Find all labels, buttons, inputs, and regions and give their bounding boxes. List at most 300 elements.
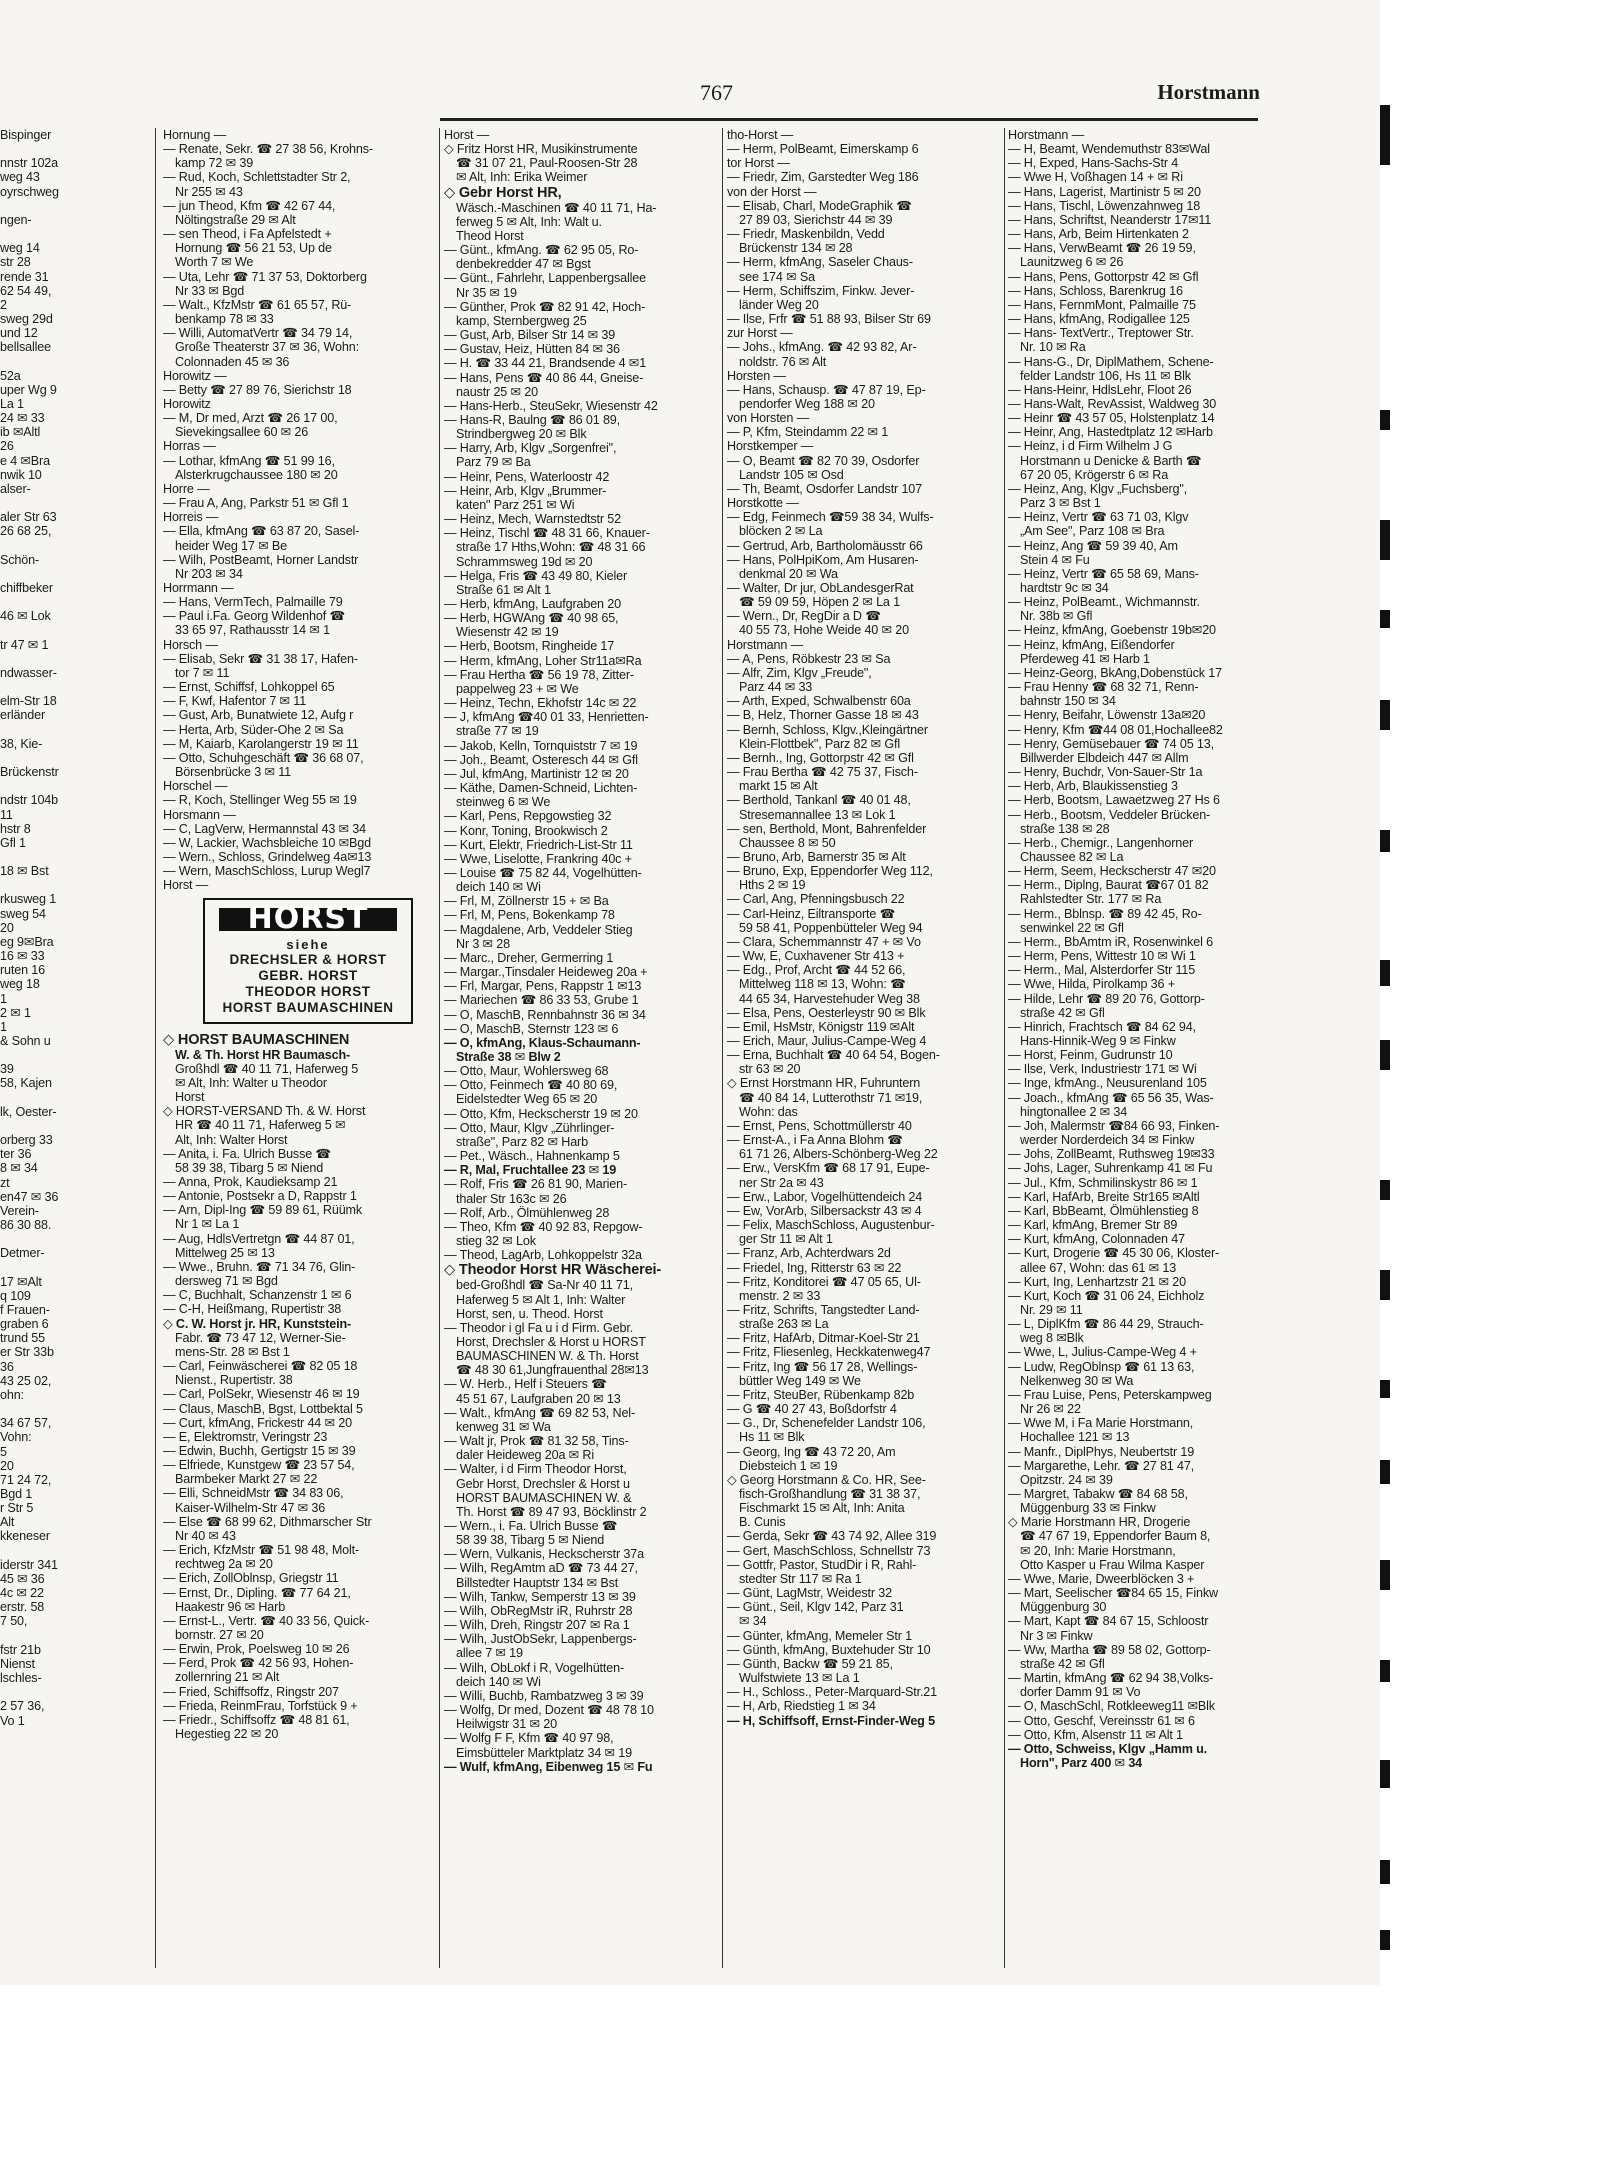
directory-entry: — Hans, Pens ☎ 40 86 44, Gneise- [444,370,644,385]
directory-entry [0,1119,150,1133]
directory-entry: — Fritz, SteuBer, Rübenkamp 82b [727,1387,915,1402]
directory-entry: Nelkenweg 30 ✉ Wa [1020,1373,1134,1388]
directory-entry: fstr 21b [0,1642,41,1657]
directory-entry: fisch-Großhandlung ☎ 31 38 37, [739,1487,921,1501]
directory-entry: — Carl, Ang, Pfenningsbusch 22 [727,892,905,907]
directory-entry: — Hans, Schloss, Barenkrug 16 [1008,283,1183,298]
directory-entry: — Ww, E, Cuxhavener Str 413 + [727,949,905,964]
directory-entry: Nr. 29 ✉ 11 [1020,1302,1083,1317]
directory-entry: deich 140 ✉ Wi [456,1674,541,1689]
directory-entry: chiffbeker [0,581,53,595]
directory-entry: Eimsbütteler Marktplatz 34 ✉ 19 [456,1745,632,1760]
directory-entry: — Heinz, i d Firm Wilhelm J G [1008,439,1173,454]
directory-entry: — Erna, Buchhalt ☎ 40 64 54, Bogen- [727,1048,940,1063]
directory-entry: 24 ✉ 33 [0,411,45,426]
edge-mark [1380,1380,1390,1398]
directory-entry: Haakestr 96 ✉ Harb [175,1599,286,1614]
directory-entry: Horschel — [163,779,228,794]
directory-entry: r Str 5 [0,1501,34,1516]
directory-entry: Nienst [0,1656,35,1671]
directory-entry: — Hans- TextVertr., Treptower Str. [1008,326,1194,341]
directory-entry: — Bernh, Schloss, Klgv.,Kleingärtner [727,722,928,737]
directory-entry: Billwerder Elbdeich 447 ✉ Allm [1020,750,1189,765]
directory-entry: — J, kfmAng ☎40 01 33, Henrietten- [444,710,649,725]
directory-entry: ◇ HORST BAUMASCHINEN [163,1031,350,1048]
directory-entry: — Herm, kfmAng, Saseler Chaus- [727,255,913,270]
directory-entry: — Johs, ZollBeamt, Ruthsweg 19✉33 [1008,1147,1215,1162]
directory-entry: thaler Str 163c ✉ 26 [456,1191,567,1206]
directory-entry: — Otto, Schweiss, Klgv „Hamm u. [1008,1741,1207,1756]
horst-advertisement [203,898,413,1023]
directory-entry: — Ilse, Frfr ☎ 51 88 93, Bilser Str 69 [727,312,931,327]
directory-entry: — Bruno, Arb, Barnerstr 35 ✉ Alt [727,849,906,864]
directory-entry: Billstedter Hauptstr 134 ✉ Bst [456,1575,619,1590]
directory-entry: & Sohn u [0,1034,51,1048]
directory-entry: — Heinr, Ang, Hastedtplatz 12 ✉Harb [1008,425,1213,440]
directory-entry: Horst — [163,878,209,893]
directory-entry: — Kurt, Ing, Lenhartzstr 21 ✉ 20 [1008,1274,1186,1289]
directory-entry: — Heinr ☎ 43 57 05, Holstenplatz 14 [1008,411,1215,426]
directory-entry: bahnstr 150 ✉ 34 [1020,694,1116,709]
directory-entry: hingtonallee 2 ✉ 34 [1020,1104,1128,1119]
directory-entry: von der Horst — [727,184,817,199]
ad-see-label: siehe [286,936,330,952]
directory-entry: — jun Theod, Kfm ☎ 42 67 44, [163,198,336,213]
directory-entry: ruten 16 [0,963,46,978]
directory-entry: Horrmann — [163,581,234,595]
directory-entry: Horst, Drechsler & Horst u HORST [456,1334,646,1349]
directory-entry: — Wilh, PostBeamt, Horner Landstr [163,552,359,567]
directory-entry: nnstr 102a [0,156,59,171]
directory-entry: Pferdeweg 41 ✉ Harb 1 [1020,651,1150,666]
directory-entry: — Herm, Seem, Heckscherstr 47 ✉20 [1008,864,1216,879]
directory-entry: Colonnaden 45 ✉ 36 [175,354,290,369]
directory-entry: — Herm, PolBeamt, Eimerskamp 6 [727,142,919,157]
directory-entry [0,1048,150,1062]
directory-entry: 45 ✉ 36 [0,1571,45,1586]
directory-entry: — Hans, Pens, Gottorpstr 42 ✉ Gfl [1008,269,1199,284]
directory-entry: — Heinz, Mech, Warnstedtstr 52 [444,512,622,527]
directory-entry: — Georg, Ing ☎ 43 72 20, Am [727,1444,896,1459]
directory-entry: Nr 40 ✉ 43 [175,1528,236,1543]
directory-entry: erländer [0,708,46,723]
directory-entry: ◇ Marie Horstmann HR, Drogerie [1008,1515,1191,1530]
directory-entry: Alt, Inh: Walter Horst [175,1132,288,1147]
directory-entry: tor 7 ✉ 11 [175,665,230,680]
directory-entry: — Fritz, Fliesenleg, Heckkatenweg47 [727,1345,931,1360]
directory-entry: trund 55 [0,1331,46,1346]
directory-entry: — Frau A, Ang, Parkstr 51 ✉ Gfl 1 [163,496,349,511]
ad-line: THEODOR HORST [245,983,371,999]
left-page-fragment-column [0,128,150,1978]
directory-entry: — Wwe, Marie, Dweerblöcken 3 + [1008,1571,1195,1586]
directory-entry: — Fried, Schiffsoffz, Ringstr 207 [163,1684,339,1699]
directory-entry: — Karl, BbBeamt, Ölmühlenstieg 8 [1008,1203,1199,1218]
directory-entry: — F, Kwf, Hafentor 7 ✉ 11 [163,694,307,709]
directory-entry: ner Str 2a ✉ 43 [739,1175,824,1190]
directory-entry: denbekredder 47 ✉ Bgst [456,257,591,272]
directory-entry: hstr 8 [0,821,31,836]
directory-entry: Launitzweg 6 ✉ 26 [1020,255,1124,270]
directory-entry: — Rolf, Arb., Ölmühlenweg 28 [444,1205,610,1220]
directory-entry: Schön- [0,552,40,567]
directory-entry: 38, Kie- [0,736,43,751]
directory-entry: Horstkotte — [727,496,799,511]
directory-entry [0,779,150,793]
directory-entry: — Felix, MaschSchloss, Augustenbur- [727,1218,935,1233]
edge-mark [1380,960,1390,986]
directory-entry: hardtstr 9c ✉ 34 [1020,581,1109,595]
directory-entry: elm-Str 18 [0,694,57,709]
directory-entry: — Kurt, Koch ☎ 31 06 24, Eichholz [1008,1288,1205,1303]
directory-entry: 2 ✉ 1 [0,1005,31,1020]
running-head: Horstmann [1157,80,1260,104]
directory-entry: 58 39 38, Tibarg 5 ✉ Niend [175,1160,324,1175]
directory-entry: Horras — [163,439,216,454]
directory-entry: — Anita, i. Fa. Ulrich Busse ☎ [163,1146,331,1161]
directory-entry: orberg 33 [0,1133,53,1148]
directory-entry: — Friedr, Maskenbildn, Vedd [727,227,885,242]
ad-line: GEBR. HORST [258,967,358,983]
directory-entry: 45 51 67, Laufgraben 20 ✉ 13 [456,1391,621,1406]
directory-entry: 1 [0,1019,7,1034]
directory-entry: Parz 3 ✉ Bst 1 [1020,496,1101,511]
directory-entry: — Heinr, Pens, Waterloostr 42 [444,469,610,484]
edge-mark [1380,1180,1390,1200]
directory-entry: — Betty ☎ 27 89 76, Sierichstr 18 [163,382,352,397]
directory-entry: 36 [0,1359,14,1374]
directory-entry: — Jul., Kfm, Schmilinskystr 86 ✉ 1 [1008,1175,1198,1190]
page-number: 767 [700,80,733,105]
directory-entry: — Herm, Pens, Wittestr 10 ✉ Wi 1 [1008,949,1196,964]
directory-entry: — Theo, Kfm ☎ 40 92 83, Repgow- [444,1219,643,1234]
directory-entry [0,1544,150,1558]
directory-entry: 44 65 34, Harvestehuder Weg 38 [739,991,920,1006]
directory-entry: — Rud, Koch, Schlettstadter Str 2, [163,170,351,185]
directory-entry: Gebr Horst, Drechsler & Horst u [456,1476,630,1491]
directory-entry: — Otto, Maur, Wohlersweg 68 [444,1064,609,1079]
directory-entry: — Herm., Diplng, Baurat ☎67 01 82 [1008,878,1209,893]
directory-entry: weg 8 ✉Blk [1020,1331,1084,1346]
directory-entry: büttler Weg 149 ✉ We [739,1373,861,1388]
directory-entry: — Curt, kfmAng, Frickestr 44 ✉ 20 [163,1415,352,1430]
directory-entry: — Henry, Kfm ☎44 08 01,Hochallee82 [1008,722,1223,737]
directory-entry: — Herb., Chemigr., Langenhorner [1008,835,1194,850]
directory-entry: kenweg 31 ✉ Wa [456,1419,551,1434]
directory-entry: deich 140 ✉ Wi [456,880,541,895]
directory-entry [0,496,150,510]
directory-entry: — Erich, ZollOblnsp, Griegstr 11 [163,1571,339,1586]
horst-logo: HORST [219,908,397,930]
directory-entry: — H. ☎ 33 44 21, Brandsende 4 ✉1 [444,356,647,371]
directory-entry: — Martin, kfmAng ☎ 62 94 38,Volks- [1008,1671,1214,1686]
directory-entry: — Else ☎ 68 99 62, Dithmarscher Str [163,1514,372,1529]
directory-entry: 27 89 03, Sierichstr 44 ✉ 39 [739,212,893,227]
directory-entry: — Franz, Arb, Achterdwars 2d [727,1246,891,1261]
directory-entry: — Paul i.Fa. Georg Wildenhof ☎ [163,609,345,624]
directory-entry: — Uta, Lehr ☎ 71 37 53, Doktorberg [163,269,367,284]
directory-entry [0,652,150,666]
directory-entry: — Hans-Herb., SteuSekr, Wiesenstr 42 [444,398,658,413]
directory-entry [0,1091,150,1105]
directory-entry: und 12 [0,326,38,341]
directory-entry: — Hans-Walt, RevAssist, Waldweg 30 [1008,396,1217,411]
directory-entry: bornstr. 27 ✉ 20 [175,1628,264,1642]
directory-entry: HORST BAUMASCHINEN W. & [456,1490,632,1505]
directory-entry: 58 39 38, Tibarg 5 ✉ Niend [456,1533,605,1548]
directory-entry: Straße 61 ✉ Alt 1 [456,582,551,597]
directory-entry: mens-Str. 28 ✉ Bst 1 [175,1344,290,1359]
directory-entry: 18 ✉ Bst [0,864,49,879]
directory-entry: weg 14 [0,241,40,256]
directory-entry: — Wwe, L, Julius-Campe-Weg 4 + [1008,1345,1197,1360]
directory-entry: — Walter, i d Firm Theodor Horst, [444,1462,627,1477]
directory-entry: rkusweg 1 [0,892,57,907]
directory-entry: Bispinger [0,128,52,142]
page-edge-strip [1380,0,1394,1985]
directory-entry: — Ludw, RegOblnsp ☎ 61 13 63, [1008,1359,1195,1374]
directory-entry: markt 15 ✉ Alt [739,779,818,794]
directory-entry: — H, Beamt, Wendemuthstr 83✉Wal [1008,142,1210,157]
directory-entry [0,227,150,241]
directory-entry: — Herb., Bootsm, Veddeler Brücken- [1008,807,1211,822]
directory-entry: — Wwe M, i Fa Marie Horstmann, [1008,1416,1194,1431]
directory-entry: — Ilse, Verk, Industriestr 171 ✉ Wi [1008,1062,1197,1077]
directory-entry: — Aug, HdlsVertretgn ☎ 44 87 01, [163,1231,355,1246]
directory-entry: — Carl-Heinz, Eiltransporte ☎ [727,906,896,921]
directory-entry: Mittelweg 118 ✉ 13, Wohn: ☎ [739,977,906,992]
directory-entry: — Wilh, ObLokf i R, Vogelhütten- [444,1660,624,1675]
directory-entry: Alsterkrugchaussee 180 ✉ 20 [175,467,338,482]
directory-entry: Eidelstedter Weg 65 ✉ 20 [456,1092,598,1107]
directory-entry: — Ww, Martha ☎ 89 58 02, Gottorp- [1008,1642,1211,1657]
directory-entry: — Willi, Buchb, Rambatzweg 3 ✉ 39 [444,1688,644,1703]
directory-entry: — Günter, kfmAng, Memeler Str 1 [727,1628,913,1643]
directory-entry: — Hans, VerwBeamt ☎ 26 19 59, [1008,241,1196,256]
directory-entry: — O, Beamt ☎ 82 70 39, Osdorfer [727,453,920,468]
directory-entry: — W. Herb., Helf i Steuers ☎ [444,1377,607,1392]
directory-entry: tor Horst — [727,156,790,171]
directory-entry: — Joh., Beamt, Osteresch 44 ✉ Gfl [444,752,638,767]
directory-entry: blöcken 2 ✉ La [739,524,823,539]
directory-entry: — Gert, MaschSchloss, Schnellstr 73 [727,1543,931,1558]
directory-entry: — Bernh., Ing, Gottorpstr 42 ✉ Gfl [727,750,914,765]
directory-entry: — Frau Henny ☎ 68 32 71, Renn- [1008,680,1199,695]
directory-entry: — Th, Beamt, Osdorfer Landstr 107 [727,481,923,496]
directory-entry: pendorfer Weg 188 ✉ 20 [739,396,875,411]
directory-entry: ☎ 59 09 59, Höpen 2 ✉ La 1 [739,595,900,610]
directory-entry: 26 68 25, [0,524,52,539]
directory-entry: — Johs, Lager, Suhrenkamp 41 ✉ Fu [1008,1161,1213,1176]
directory-entry: — Friedel, Ing, Ritterstr 63 ✉ 22 [727,1260,902,1275]
directory-entry: — Fritz, HafArb, Ditmar-Koel-Str 21 [727,1331,920,1346]
directory-entry: — Günt., kfmAng. ☎ 62 95 05, Ro- [444,243,639,258]
column-3 [727,128,1003,1978]
directory-entry: — Frieda, ReinmFrau, Torfstück 9 + [163,1698,358,1713]
directory-entry: BAUMASCHINEN W. & Th. Horst [456,1349,639,1364]
column-4 [1008,128,1270,1978]
directory-entry: — Helga, Fris ☎ 43 49 80, Kieler [444,568,628,583]
directory-entry: Hths 2 ✉ 19 [739,878,806,893]
directory-entry: Chaussee 8 ✉ 50 [739,835,836,850]
directory-entry: Horsten — [727,368,786,383]
directory-entry: iderstr 341 [0,1557,58,1572]
directory-entry: — Walt., kfmAng ☎ 69 82 53, Nel- [444,1405,635,1420]
directory-entry: lk, Oester- [0,1104,57,1119]
directory-entry: — Frau Bertha ☎ 42 75 37, Fisch- [727,765,918,780]
directory-entry: Vohn: [0,1430,32,1445]
directory-entry: 59 58 41, Poppenbütteler Weg 94 [739,920,923,935]
directory-entry: — Willi, AutomatVertr ☎ 34 79 14, [163,326,353,341]
directory-entry: Börsenbrücke 3 ✉ 11 [175,765,291,780]
directory-entry: — Günt, LagMstr, Weidestr 32 [727,1586,892,1601]
directory-entry: 86 30 88. [0,1218,52,1233]
directory-entry: — Ernst-L., Vertr. ☎ 40 33 56, Quick- [163,1613,370,1628]
directory-entry: Hegestieg 22 ✉ 20 [175,1727,279,1742]
directory-entry: Worth 7 ✉ We [175,255,254,270]
directory-entry: sweg 54 [0,906,46,921]
directory-entry: — Wilh, Dreh, Ringstr 207 ✉ Ra 1 [444,1618,630,1633]
directory-entry: — Herm., Bblnsp. ☎ 89 42 45, Ro- [1008,906,1202,921]
directory-entry: — Mariechen ☎ 86 33 53, Grube 1 [444,993,639,1008]
directory-entry: — Heinr, Arb, Klgv „Brummer- [444,483,607,498]
directory-entry: stieg 32 ✉ Lok [456,1234,536,1249]
directory-entry: 39 [0,1062,14,1077]
directory-entry [0,1402,150,1416]
directory-entry: — Frl, Margar, Pens, Rappstr 1 ✉13 [444,979,642,994]
directory-entry: Horst [175,1090,205,1105]
directory-entry: 16 ✉ 33 [0,949,45,964]
directory-entry: — Johs., kfmAng. ☎ 42 93 82, Ar- [727,340,917,355]
directory-entry: — Henry, Beifahr, Löwenstr 13a✉20 [1008,708,1206,723]
directory-entry: — Erw., Labor, Vogelhüttendeich 24 [727,1189,923,1204]
directory-entry: — Karl, Pens, Repgowstieg 32 [444,809,612,824]
directory-entry: — Fritz, Konditorei ☎ 47 05 65, Ul- [727,1274,921,1289]
directory-entry: — Alfr, Zim, Klgv „Freude", [727,665,872,680]
directory-entry: straße", Parz 82 ✉ Harb [456,1134,588,1149]
directory-entry: — H, Schiffsoff, Ernst-Finder-Weg 5 [727,1713,935,1728]
directory-entry: — Wern, Vulkanis, Heckscherstr 37a [444,1547,644,1562]
directory-entry: — Hans, kfmAng, Rodigallee 125 [1008,312,1190,327]
directory-entry: — M, Dr med, Arzt ☎ 26 17 00, [163,411,338,426]
directory-entry: Horowitz — [163,368,227,383]
directory-entry: — Frl, M, Zöllnerstr 15 + ✉ Ba [444,894,609,909]
directory-entry: Hornung — [163,128,227,142]
directory-entry: — A, Pens, Röbkestr 23 ✉ Sa [727,651,891,666]
directory-entry: kkeneser [0,1529,50,1544]
directory-entry: q 109 [0,1288,31,1303]
directory-entry: stedter Str 117 ✉ Ra 1 [739,1571,862,1586]
edge-mark [1380,700,1390,730]
directory-entry: — B, Helz, Thorner Gasse 18 ✉ 43 [727,708,919,723]
directory-entry [0,623,150,637]
directory-entry: ger Str 11 ✉ Alt 1 [739,1232,833,1247]
directory-entry: — Fritz, Schrifts, Tangstedter Land- [727,1302,920,1317]
directory-entry: — P, Kfm, Steindamm 22 ✉ 1 [727,425,889,440]
directory-entry: Horstmann — [1008,128,1085,142]
directory-entry: — Henry, Buchdr, Von-Sauer-Str 1a [1008,765,1203,780]
directory-entry: straße 138 ✉ 28 [1020,821,1110,836]
directory-entry: — H, Arb, Riedstieg 1 ✉ 34 [727,1699,876,1714]
directory-entry: — Erwin, Prok, Poelsweg 10 ✉ 26 [163,1642,350,1657]
directory-entry: allee 7 ✉ 19 [456,1646,523,1661]
directory-entry: ohn: [0,1387,24,1402]
directory-entry: nwik 10 [0,467,42,482]
directory-entry: 17 ✉Alt [0,1274,42,1289]
directory-entry: — Walt., KfzMstr ☎ 61 65 57, Rü- [163,297,352,312]
directory-entry: — Elli, SchneidMstr ☎ 34 83 06, [163,1486,344,1501]
directory-entry: felder Landstr 106, Hs 11 ✉ Blk [1020,368,1191,383]
directory-entry: Horstmann u Denicke & Barth ☎ [1020,453,1202,468]
directory-entry: — Heinz, Tischl ☎ 48 31 66, Knauer- [444,526,650,541]
directory-entry: ✉ Alt, Inh: Erika Weimer [456,170,588,185]
directory-entry: — Günth, Backw ☎ 59 21 85, [727,1656,893,1671]
directory-entry: — Heinz, Ang, Klgv „Fuchsberg", [1008,481,1188,496]
directory-entry: — Gottfr, Pastor, StudDir i R, Rahl- [727,1557,917,1572]
directory-entry: senwinkel 22 ✉ Gfl [1020,920,1124,935]
column-divider [1004,128,1005,1968]
directory-entry: — Kurt, Elektr, Friedrich-List-Str 11 [444,837,633,852]
directory-entry: — Ernst, Pens, Schottmüllerstr 40 [727,1118,912,1133]
directory-entry: Stein 4 ✉ Fu [1020,552,1090,567]
directory-entry: 2 [0,297,7,312]
directory-entry: — Otto, Kfm, Alsenstr 11 ✉ Alt 1 [1008,1727,1183,1742]
directory-entry: — Margarethe, Lehr. ☎ 27 81 47, [1008,1458,1195,1473]
directory-entry: — Frau Hertha ☎ 56 19 78, Zitter- [444,667,634,682]
directory-entry: — Herm., BbAmtm iR, Rosenwinkel 6 [1008,934,1213,949]
directory-entry: — Heinz, PolBeamt., Wichmannstr. [1008,595,1200,610]
directory-entry: — Walt jr, Prok ☎ 81 32 58, Tins- [444,1434,629,1449]
directory-entry: — Hans-Heinr, HdlsLehr, Floot 26 [1008,382,1192,397]
directory-entry: ib ✉Altl [0,425,41,440]
directory-entry: — Heinz, Techn, Ekhofstr 14c ✉ 22 [444,696,637,711]
directory-entry: 2 57 36, [0,1699,45,1714]
directory-entry: — Hans, Schriftst, Neanderstr 17✉11 [1008,212,1212,227]
directory-entry: — Carl, Feinwäscherei ☎ 82 05 18 [163,1359,358,1374]
directory-entry: Horreis — [163,510,219,525]
directory-entry: — Jul, kfmAng, Martinistr 12 ✉ 20 [444,766,629,781]
directory-entry: — G ☎ 40 27 43, Boßdorfstr 4 [727,1402,897,1417]
directory-entry: Parz 79 ✉ Ba [456,455,531,470]
edge-mark [1380,1460,1390,1484]
directory-entry: 11 [0,807,13,822]
directory-entry [0,355,150,369]
directory-entry: straße 17 Hths,Wohn: ☎ 48 31 66 [456,540,646,555]
directory-entry: — Arn, Dipl-Ing ☎ 59 89 61, Rüümk [163,1203,363,1218]
directory-entry [0,199,150,213]
directory-entry: ◇ C. W. Horst jr. HR, Kunststein- [163,1316,352,1331]
directory-entry: — Gustav, Heiz, Hütten 84 ✉ 36 [444,342,620,357]
directory-entry: — Gertrud, Arb, Bartholomäusstr 66 [727,538,923,553]
directory-entry [0,142,150,156]
directory-entry: — Anna, Prok, Kaudieksamp 21 [163,1175,338,1189]
directory-entry [0,595,150,609]
directory-entry: — C, LagVerw, Hermannstal 43 ✉ 34 [163,821,367,836]
directory-entry: 62 54 49, [0,283,52,298]
column-1-entries-bottom [163,1032,435,1742]
directory-entry: kamp, Sternbergweg 25 [456,313,587,328]
directory-entry: benkamp 78 ✉ 33 [175,312,274,327]
directory-entry: — Emil, HsMstr, Königstr 119 ✉Alt [727,1019,915,1034]
directory-entry: ◇ Georg Horstmann & Co. HR, See- [727,1472,926,1487]
directory-entry: Horsmann — [163,807,236,822]
directory-entry: — Günt., Seil, Klgv 142, Parz 31 [727,1600,904,1615]
directory-entry: — H, Exped, Hans-Sachs-Str 4 [1008,156,1179,171]
directory-entry: ◇ Gebr Horst HR, [444,184,562,201]
directory-entry: 58, Kajen [0,1076,52,1091]
directory-entry: La 1 [0,396,24,411]
directory-entry: — Wern., Schloss, Grindelweg 4a✉13 [163,849,372,864]
